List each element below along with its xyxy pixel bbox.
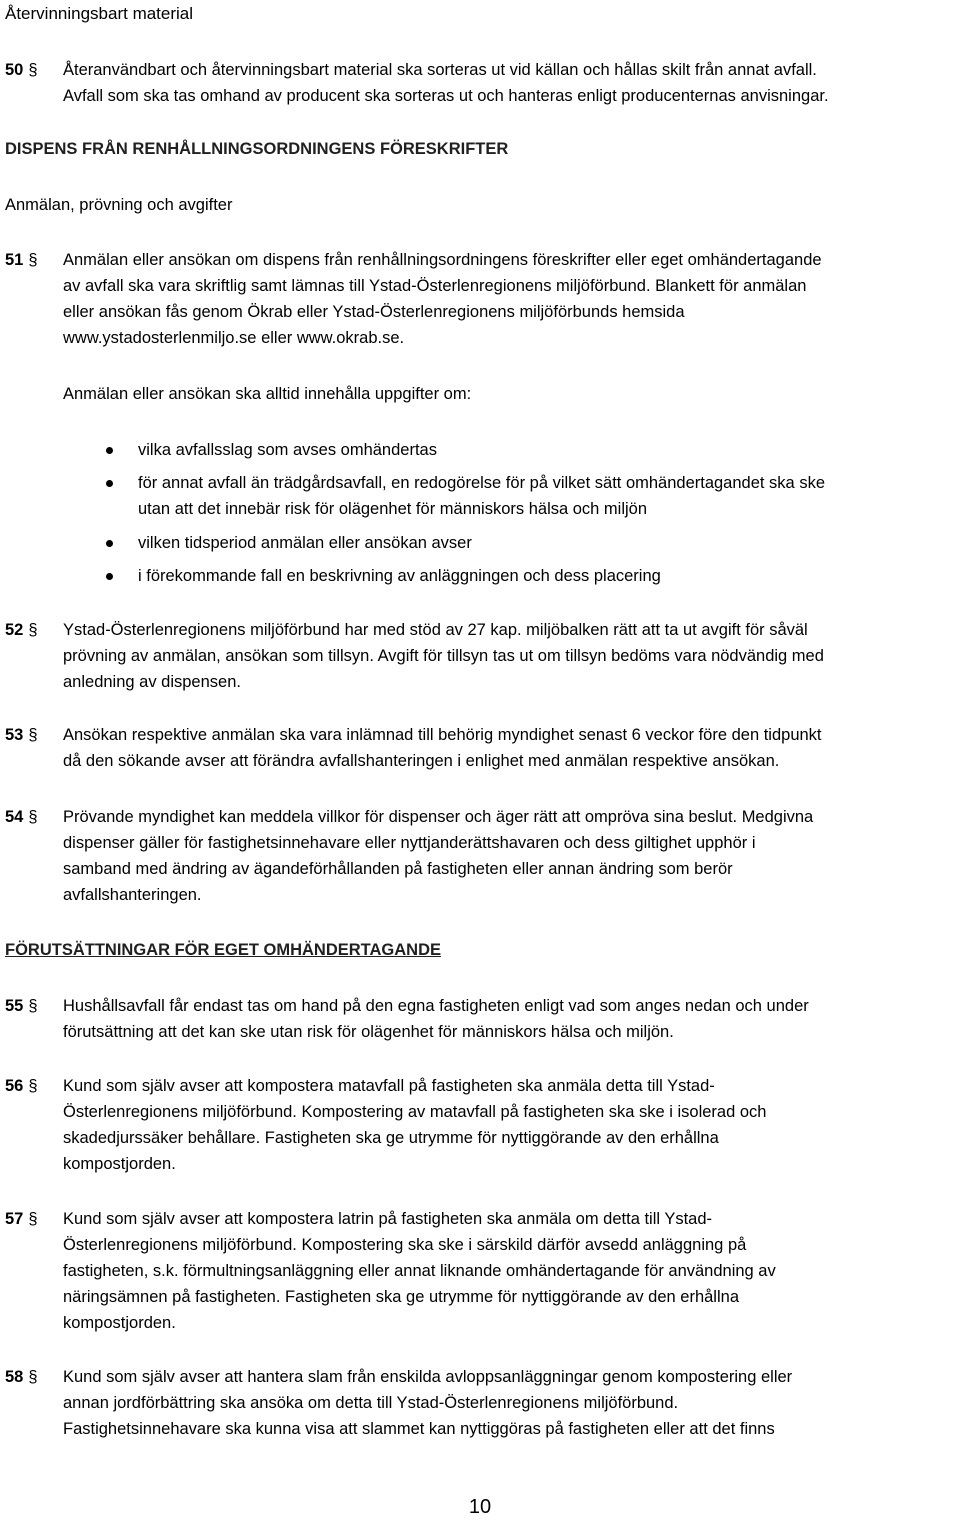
- text-line: Prövande myndighet kan meddela villkor för dispenser och äger rätt att ompröva sina beslut. Medgivna: [63, 808, 814, 826]
- text-line: Anmälan eller ansökan om dispens från renhållningsordningens föreskrifter eller eget omhändertagande: [63, 251, 822, 269]
- text-line: dispenser gäller för fastighetsinnehavare eller nyttjanderättshavaren och dess giltighet upphör i: [63, 834, 756, 852]
- paragraph-text: [63, 1073, 956, 1177]
- section-sign: §: [28, 1368, 38, 1386]
- section-sign: §: [28, 61, 38, 79]
- paragraph-number: 58 §: [5, 1368, 38, 1386]
- text-line: Avfall som ska tas omhand av producent ska sorteras ut och hanteras enligt producenternas anvisningar.: [63, 87, 829, 105]
- section-sign: §: [28, 808, 38, 826]
- heading-recyclable-material: Återvinningsbart material: [5, 4, 194, 23]
- text-line: kompostjorden.: [63, 1314, 176, 1332]
- text-line: kompostjorden.: [63, 1155, 176, 1173]
- paragraph-text: [63, 804, 956, 908]
- paragraph-text: [63, 1364, 956, 1442]
- text-line: Återanvändbart och återvinningsbart material ska sorteras ut vid källan och hållas skilt från annat avfall.: [63, 61, 817, 79]
- bullet-icon: [106, 480, 113, 487]
- paragraph-number: 55 §: [5, 997, 38, 1015]
- text-line: Österlenregionens miljöförbund. Kompostering av matavfall på fastigheten ska ske i isolerad och: [63, 1103, 767, 1121]
- section-sign: §: [28, 621, 38, 639]
- paragraph-number: 54 §: [5, 808, 38, 826]
- bullet-icon: [106, 447, 113, 454]
- text-line: av avfall ska vara skriftlig samt lämnas till Ystad-Österlenregionens miljöförbund. Blankett för anmälan: [63, 277, 807, 295]
- section-sign: §: [28, 1210, 38, 1228]
- list-item-text: i förekommande fall en beskrivning av anläggningen och dess placering: [138, 567, 661, 585]
- text-line: Ansökan respektive anmälan ska vara inlämnad till behörig myndighet senast 6 veckor före den tidpunkt: [63, 726, 822, 744]
- bullet-icon: [106, 573, 113, 580]
- text-line: då den sökande avser att förändra avfallshanteringen i enlighet med anmälan respektive ansökan.: [63, 752, 780, 770]
- subheading-notification-fees: Anmälan, prövning och avgifter: [5, 196, 233, 214]
- text-line: eller ansökan fås genom Ökrab eller Ystad-Österlenregionens miljöförbunds hemsida: [63, 303, 685, 321]
- text-line: annan jordförbättring ska ansöka om detta till Ystad-Österlenregionens miljöförbund.: [63, 1394, 679, 1412]
- paragraph-text: [63, 993, 956, 1045]
- list-item-text: vilken tidsperiod anmälan eller ansökan avser: [138, 534, 472, 552]
- text-line: näringsämnen på fastigheten. Fastigheten ska ge utrymme för nyttiggörande av den erhållna: [63, 1288, 739, 1306]
- list-item-text: för annat avfall än trädgårdsavfall, en redogörelse för på vilket sätt omhändertagandet ska ske utan att det innebär risk för olägenhet för människors hälsa och miljön: [138, 474, 825, 518]
- text-line: Fastighetsinnehavare ska kunna visa att slammet kan nyttiggöras på fastigheten eller att det finns: [63, 1420, 775, 1438]
- text-line: Hushållsavfall får endast tas om hand på den egna fastigheten enligt vad som anges nedan och under: [63, 997, 809, 1015]
- text-line: Österlenregionens miljöförbund. Kompostering ska ske i särskild därför avsedd anläggning på: [63, 1236, 747, 1254]
- page-number: 10: [468, 1496, 492, 1518]
- paragraph-text: [63, 247, 956, 351]
- text-line: prövning av anmälan, ansökan som tillsyn. Avgift för tillsyn tas ut om tillsyn bedöms vara nödvändig med: [63, 647, 824, 665]
- text-line: förutsättning att det kan ske utan risk för olägenhet för människors hälsa och miljön.: [63, 1023, 674, 1041]
- text-line: Kund som själv avser att kompostera latrin på fastigheten ska anmäla om detta till Ystad-: [63, 1210, 713, 1228]
- text-line: skadedjurssäker behållare. Fastigheten ska ge utrymme för nyttiggörande av den erhållna: [63, 1129, 719, 1147]
- paragraph-number: 56 §: [5, 1077, 38, 1095]
- text-line: anledning av dispensen.: [63, 673, 241, 691]
- section-sign: §: [28, 1077, 38, 1095]
- paragraph-number: 51 §: [5, 251, 38, 269]
- paragraph-number: 57 §: [5, 1210, 38, 1228]
- list-item-text: vilka avfallsslag som avses omhändertas: [138, 441, 437, 459]
- bullet-icon: [106, 540, 113, 547]
- text-line: Ystad-Österlenregionens miljöförbund har med stöd av 27 kap. miljöbalken rätt att ta ut avgift för såväl: [63, 621, 808, 639]
- section-sign: §: [28, 251, 38, 269]
- paragraph-text: [63, 57, 956, 109]
- paragraph-number: 52 §: [5, 621, 38, 639]
- text-line: Kund som själv avser att kompostera matavfall på fastigheten ska anmäla detta till Ystad-: [63, 1077, 715, 1095]
- paragraph-number: 50 §: [5, 61, 38, 79]
- paragraph-text: [63, 1206, 956, 1336]
- text-line: samband med ändring av ägandeförhållanden på fastigheten eller annan ändring som berör: [63, 860, 733, 878]
- paragraph-text: [63, 617, 956, 695]
- paragraph-text: [63, 722, 956, 774]
- heading-dispens: DISPENS FRÅN RENHÅLLNINGSORDNINGENS FÖRESKRIFTER: [5, 140, 509, 158]
- section-sign: §: [28, 726, 38, 744]
- paragraph-51-intro: Anmälan eller ansökan ska alltid innehålla uppgifter om:: [63, 385, 472, 403]
- heading-own-handling: FÖRUTSÄTTNINGAR FÖR EGET OMHÄNDERTAGANDE: [5, 941, 442, 959]
- text-line: fastigheten, s.k. förmultningsanläggning eller annat liknande omhändertagande för användning av: [63, 1262, 776, 1280]
- text-line: www.ystadosterlenmiljo.se eller www.okrab.se.: [63, 329, 405, 347]
- paragraph-number: 53 §: [5, 726, 38, 744]
- text-line: Kund som själv avser att hantera slam från enskilda avloppsanläggningar genom kompostering eller: [63, 1368, 793, 1386]
- section-sign: §: [28, 997, 38, 1015]
- text-line: avfallshanteringen.: [63, 886, 202, 904]
